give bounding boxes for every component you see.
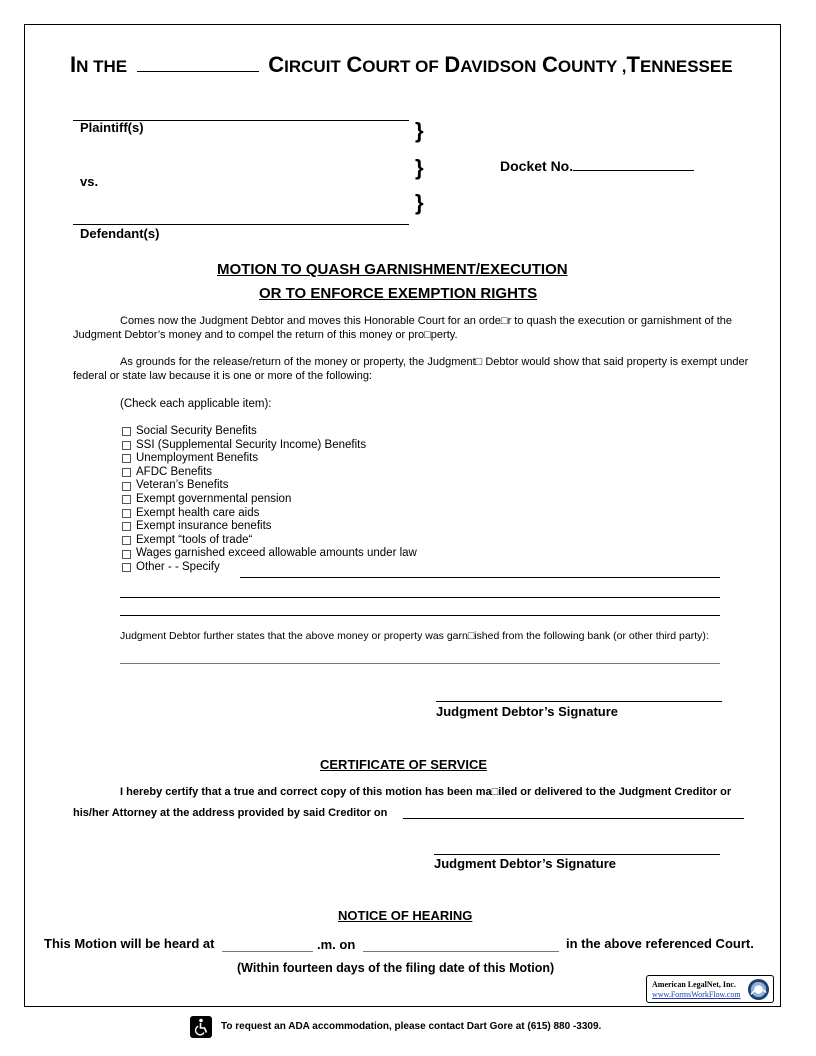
exemption-item[interactable] xyxy=(122,547,417,561)
exemption-item[interactable] xyxy=(122,479,417,493)
exemption-item-label: Exempt health care aids xyxy=(136,506,260,519)
within-notice: (Within fourteen days of the filing date of this Motion) xyxy=(237,961,555,975)
notice-hearing-line xyxy=(44,936,214,951)
hearing-time-field[interactable] xyxy=(222,951,313,952)
exemption-item-label: Exempt governmental pension xyxy=(136,492,292,505)
notice-title xyxy=(338,908,472,923)
m-on-label: .m. on xyxy=(317,937,356,952)
court-name-label: CIRCUIT COURT OF DAVIDSON COUNTY ,TENNESSEE xyxy=(268,52,733,77)
brace-3: } xyxy=(415,190,424,215)
motion-paragraph-2 xyxy=(73,355,779,383)
checkbox[interactable] xyxy=(122,495,131,504)
in-court-label: in the above referenced Court. xyxy=(566,936,754,951)
motion-title-1: MOTION TO QUASH GARNISHMENT/EXECUTION xyxy=(217,261,568,278)
defendant-label: Defendant(s) xyxy=(80,226,160,241)
motion-paragraph-1 xyxy=(73,314,763,342)
exemption-item-other[interactable] xyxy=(122,561,417,575)
exemption-item-label: SSI (Supplemental Security Income) Benefits xyxy=(136,438,367,451)
exemption-item-label: Unemployment Benefits xyxy=(136,452,259,465)
checkbox[interactable] xyxy=(122,482,131,491)
certificate-text-2 xyxy=(73,807,387,819)
exemption-item-label: Social Security Benefits xyxy=(136,425,257,437)
hearing-date-field[interactable] xyxy=(363,951,559,952)
exemption-item[interactable] xyxy=(122,452,417,466)
motion-paragraph-2-text: As grounds for the release/return of the money or property, the Judgment□ Debtor would show that said property is exempt under federal or state law because it is one or more of the following: xyxy=(73,356,749,382)
exemption-item[interactable] xyxy=(122,466,417,480)
vs-label: vs. xyxy=(80,174,99,189)
motion-paragraph-1-text: Comes now the Judgment Debtor and moves this Honorable Court for an orde□r to quash the execution or garnishment of the Judgment Debtor’s money and to compel the return of this money or pro□perty. xyxy=(73,315,732,341)
brace-2: } xyxy=(415,155,424,180)
exemption-item[interactable] xyxy=(122,534,417,548)
motion-title-2: OR TO ENFORCE EXEMPTION RIGHTS xyxy=(259,285,538,302)
heard-at-label: This Motion will be heard at xyxy=(44,936,215,951)
logo-name: American LegalNet, Inc. xyxy=(652,980,736,989)
wheelchair-icon-graphic xyxy=(190,1016,212,1038)
docket-number-field[interactable] xyxy=(573,170,694,171)
checkbox[interactable] xyxy=(122,454,131,463)
motion-signature-label: Judgment Debtor’s Signature xyxy=(436,704,619,719)
checkbox[interactable] xyxy=(122,427,131,436)
exemption-item-label: Exempt “tools of trade“ xyxy=(136,533,253,546)
exemption-item-label: Other - - Specify xyxy=(136,560,220,573)
exemption-checklist xyxy=(122,425,417,575)
checkbox[interactable] xyxy=(122,536,131,545)
court-title xyxy=(70,52,733,78)
exemption-item[interactable] xyxy=(122,520,417,534)
american-legalnet-logo[interactable] xyxy=(646,975,774,1003)
exemption-item-label: Veteran’s Benefits xyxy=(136,479,229,492)
in-the-label: IN THE xyxy=(70,52,128,77)
checkbox[interactable] xyxy=(122,563,131,572)
brace-1: } xyxy=(415,118,424,143)
checkbox[interactable] xyxy=(122,509,131,518)
exemption-item[interactable] xyxy=(122,493,417,507)
notice-title-text: NOTICE OF HEARING xyxy=(338,908,473,923)
bank-statement: Judgment Debtor further states that the above money or property was garn□ished from the following bank (or other third party): xyxy=(120,630,709,642)
certificate-text-2-label: his/her Attorney at the address provided by said Creditor on xyxy=(73,807,388,819)
checkbox[interactable] xyxy=(122,441,131,450)
exemption-item-label: Wages garnished exceed allowable amounts under law xyxy=(136,547,417,560)
check-instruction: (Check each applicable item): xyxy=(120,398,272,410)
checkbox[interactable] xyxy=(122,550,131,559)
exemption-item[interactable] xyxy=(122,425,417,439)
exemption-item[interactable] xyxy=(122,439,417,453)
plaintiff-label: Plaintiff(s) xyxy=(80,120,144,135)
other-specify-line-3[interactable] xyxy=(120,615,720,616)
certificate-title-text: CERTIFICATE OF SERVICE xyxy=(320,757,488,772)
logo-url-link[interactable]: www.FormsWorkFlow.com xyxy=(652,990,741,999)
docket-label-text: Docket No. xyxy=(500,158,574,174)
other-specify-line[interactable] xyxy=(240,577,720,578)
service-date-line[interactable] xyxy=(403,818,744,819)
certificate-signature-label: Judgment Debtor’s Signature xyxy=(434,856,617,871)
certificate-text-1: I hereby certify that a true and correct copy of this motion has been ma□iled or delivered to the Judgment Creditor or xyxy=(120,786,732,798)
exemption-item[interactable] xyxy=(122,507,417,521)
defendant-line[interactable] xyxy=(73,224,409,225)
ada-notice: To request an ADA accommodation, please contact Dart Gore at (615) 880 -3309. xyxy=(221,1021,602,1032)
globe-icon xyxy=(747,978,770,1001)
exemption-item-label: Exempt insurance benefits xyxy=(136,520,272,533)
exemption-item-label: AFDC Benefits xyxy=(136,465,213,478)
other-specify-line-2[interactable] xyxy=(120,597,720,598)
checkbox[interactable] xyxy=(122,522,131,531)
certificate-signature-line[interactable] xyxy=(434,854,720,855)
motion-signature-line[interactable] xyxy=(436,701,722,702)
court-name-field[interactable] xyxy=(137,71,259,72)
checkbox[interactable] xyxy=(122,468,131,477)
bank-line[interactable] xyxy=(120,663,720,664)
docket-label xyxy=(500,158,694,174)
certificate-title xyxy=(320,757,487,772)
wheelchair-icon xyxy=(190,1016,212,1038)
